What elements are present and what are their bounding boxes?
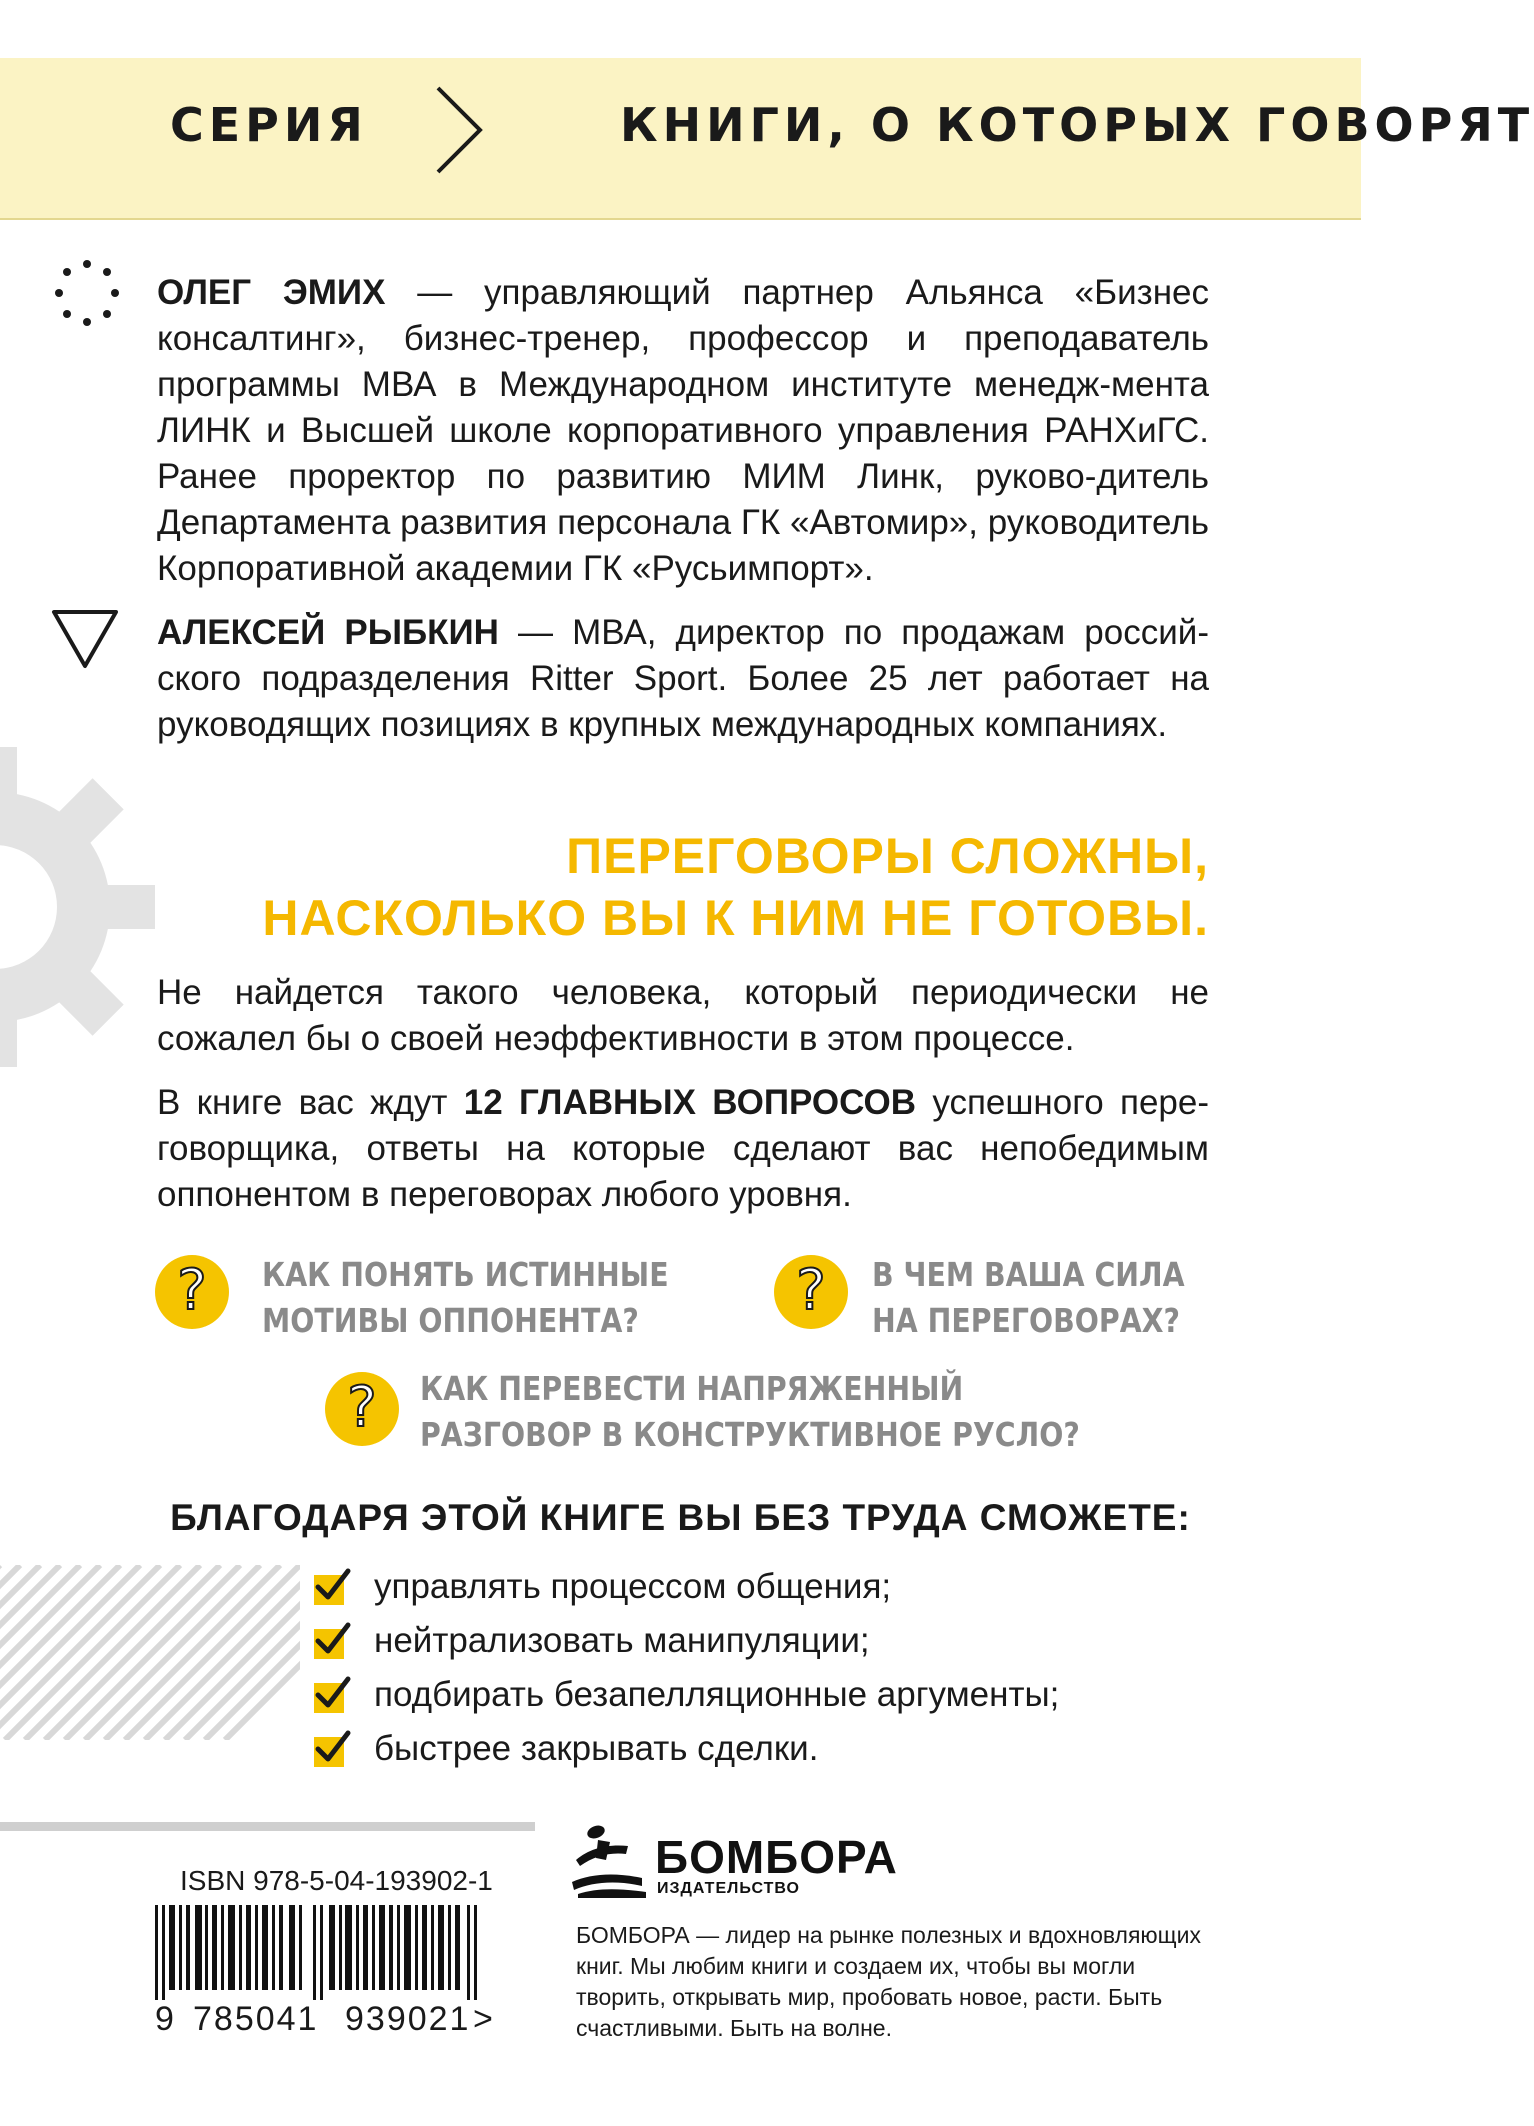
question-icon: [772, 1253, 850, 1331]
para-text-before: В книге вас ждут: [157, 1083, 464, 1122]
question-2-line-2: НА ПЕРЕГОВОРАХ?: [872, 1301, 1181, 1340]
question-mark: ?: [796, 1258, 826, 1323]
para-bold: 12 ГЛАВНЫХ ВОПРОСОВ: [463, 1083, 917, 1122]
barcode-digits-2: 785041: [193, 2000, 319, 2038]
dots-circle-icon: [52, 258, 122, 328]
author-name: ОЛЕГ ЭМИХ: [157, 273, 386, 312]
benefit-item: [312, 1561, 891, 1613]
question-1-line-2: МОТИВЫ ОППОНЕНТА?: [262, 1301, 639, 1340]
benefit-text: нейтрализовать манипуляции;: [374, 1621, 870, 1660]
publisher-subtitle: ИЗДАТЕЛЬСТВО: [657, 1880, 800, 1897]
question-3-line-1: КАК ПЕРЕВЕСТИ НАПРЯЖЕННЫЙ: [420, 1369, 964, 1408]
question-mark: ?: [177, 1258, 207, 1323]
benefit-text: управлять процессом общения;: [374, 1567, 892, 1606]
question-3-line-2: РАЗГОВОР В КОНСТРУКТИВНОЕ РУСЛО?: [420, 1415, 1080, 1454]
benefit-text: быстрее закрывать сделки.: [374, 1729, 819, 1768]
barcode-digits: [155, 2000, 495, 2040]
slogan-line-2: НАСКОЛЬКО ВЫ К НИМ НЕ ГОТОВЫ.: [262, 890, 1209, 946]
question-1-line-1: КАК ПОНЯТЬ ИСТИННЫЕ: [262, 1255, 669, 1294]
question-mark: ?: [347, 1375, 377, 1440]
barcode-digits-3: 939021: [345, 2000, 471, 2038]
question-3: [420, 1366, 1080, 1458]
triangle-down-icon: [50, 608, 120, 670]
check-icon: [312, 1621, 352, 1661]
question-icon: [153, 1253, 231, 1331]
question-2-line-1: В ЧЕМ ВАША СИЛА: [872, 1255, 1185, 1294]
benefit-item: [312, 1669, 1059, 1721]
question-icon: [323, 1370, 401, 1448]
author-bio-emikh: [157, 270, 1209, 592]
diagonal-stripes-decor: [0, 1565, 300, 1740]
publisher-logo-icon: [570, 1820, 650, 1900]
question-1: [262, 1252, 669, 1344]
author-bio-text: — МВА, директор по продажам россий-ского подразделения Ritter Sport. Более 25 лет работает на руководящих позициях в крупных международных компаниях.: [157, 613, 1209, 744]
benefit-text: подбирать безапелляционные аргументы;: [374, 1675, 1060, 1714]
para-text-after: успешного пере-говорщика, ответы на которые сделают вас непобедимым оппонентом в переговорах любого уровня.: [157, 1083, 1209, 1214]
chevron-right-icon: [430, 80, 490, 180]
publisher-description: БОМБОРА — лидер на рынке полезных и вдохновляющих книг. Мы любим книги и создаем их, чтобы вы могли творить, открывать мир, пробовать новое, расти. Быть счастливыми. Быть на волне.: [576, 1922, 1201, 2041]
intro-paragraph: Не найдется такого человека, который периодически не сожалел бы о своей неэффективности в этом процессе.: [157, 973, 1209, 1058]
questions-paragraph: [157, 1080, 1209, 1218]
slogan-line-1: ПЕРЕГОВОРЫ СЛОЖНЫ,: [566, 828, 1209, 884]
author-name: АЛЕКСЕЙ РЫБКИН: [157, 613, 499, 652]
series-label: СЕРИЯ: [170, 98, 368, 152]
check-icon: [312, 1729, 352, 1769]
check-icon: [312, 1567, 352, 1607]
slogan: [262, 825, 1209, 949]
author-bio-text: — управляющий партнер Альянса «Бизнес консалтинг», бизнес-тренер, профессор и преподаватель программы МВА в Международном институте менедж-мента ЛИНК и Высшей школе корпоративного управления РАНХиГС. Ранее проректор по развитию МИМ Линк, руково-дитель Департамента развития персонала ГК «Автомир», руководитель Корпоративной академии ГК «Русьимпорт».: [157, 273, 1209, 588]
check-icon: [312, 1675, 352, 1715]
barcode-arrow: >: [473, 2000, 495, 2038]
isbn-text: ISBN 978-5-04-193902-1: [180, 1865, 493, 1896]
publisher-name: БОМБОРА: [655, 1831, 898, 1883]
barcode: [155, 1905, 495, 2000]
author-bio-rybkin: [157, 610, 1209, 748]
series-name: КНИГИ, О КОТОРЫХ ГОВОРЯТ: [620, 98, 1534, 152]
question-2: [872, 1252, 1185, 1344]
divider: [0, 1822, 535, 1831]
benefit-item: [312, 1615, 870, 1667]
barcode-digit-1: 9: [155, 2000, 176, 2038]
benefits-heading: БЛАГОДАРЯ ЭТОЙ КНИГЕ ВЫ БЕЗ ТРУДА СМОЖЕТЕ:: [170, 1497, 1191, 1538]
gear-icon: [0, 742, 160, 1072]
benefit-item: [312, 1723, 818, 1775]
